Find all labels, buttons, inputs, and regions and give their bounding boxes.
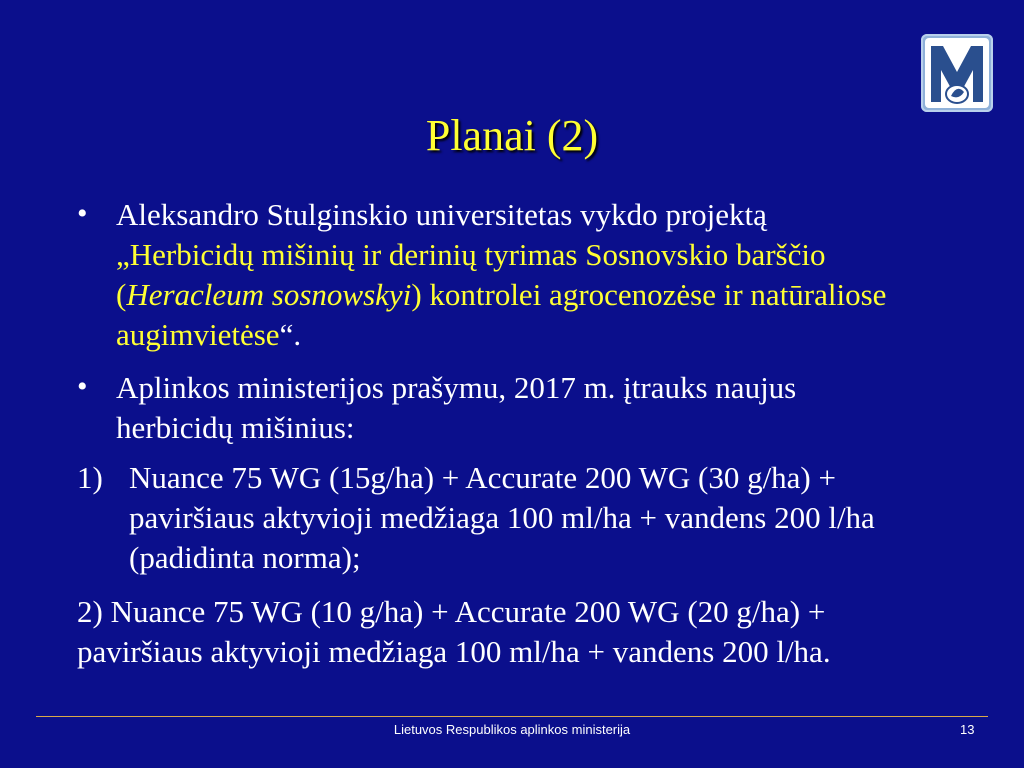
paren-close-text: ) kontrolei agrocenozėse ir natūraliose <box>411 277 887 312</box>
slide-title: Planai (2) <box>425 111 599 160</box>
ministry-logo-icon <box>921 34 993 112</box>
quote-close: “. <box>279 317 302 352</box>
numbered-1-line-1: Nuance 75 WG (15g/ha) + Accurate 200 WG (30 g/ha) + <box>129 460 836 495</box>
numbered-2-line-2: paviršiaus aktyvioji medžiaga 100 ml/ha + vandens 200 l/ha. <box>77 634 831 669</box>
footer-text: Lietuvos Respublikos aplinkos ministerija <box>393 722 631 737</box>
bullet-1-line-1: Aleksandro Stulginskio universitetas vykdo projektą <box>116 197 767 232</box>
numbered-1-line-3: (padidinta norma); <box>129 540 361 575</box>
bullet-2-line-2: herbicidų mišinius: <box>116 410 355 445</box>
paren-open: ( <box>116 277 127 312</box>
bullet-marker: • <box>77 370 88 403</box>
project-end: augimvietėse <box>116 317 280 352</box>
numbered-2-line-1: 2) Nuance 75 WG (10 g/ha) + Accurate 200 WG (20 g/ha) + <box>77 594 826 629</box>
bullet-marker: • <box>77 197 88 230</box>
footer-divider <box>36 716 988 717</box>
bullet-1-line-4 <box>116 315 301 355</box>
bullet-2-line-1: Aplinkos ministerijos prašymu, 2017 m. įtrauks naujus <box>116 370 797 405</box>
latin-name: Heracleum sosnowskyi <box>126 277 412 312</box>
numbered-1-line-2: paviršiaus aktyvioji medžiaga 100 ml/ha + vandens 200 l/ha <box>129 500 875 535</box>
item-number: 1) <box>77 460 103 495</box>
bullet-1-line-2: „Herbicidų mišinių ir derinių tyrimas Sosnovskio barščio <box>116 237 826 272</box>
page-number: 13 <box>960 722 975 737</box>
bullet-1-line-3 <box>116 275 886 315</box>
